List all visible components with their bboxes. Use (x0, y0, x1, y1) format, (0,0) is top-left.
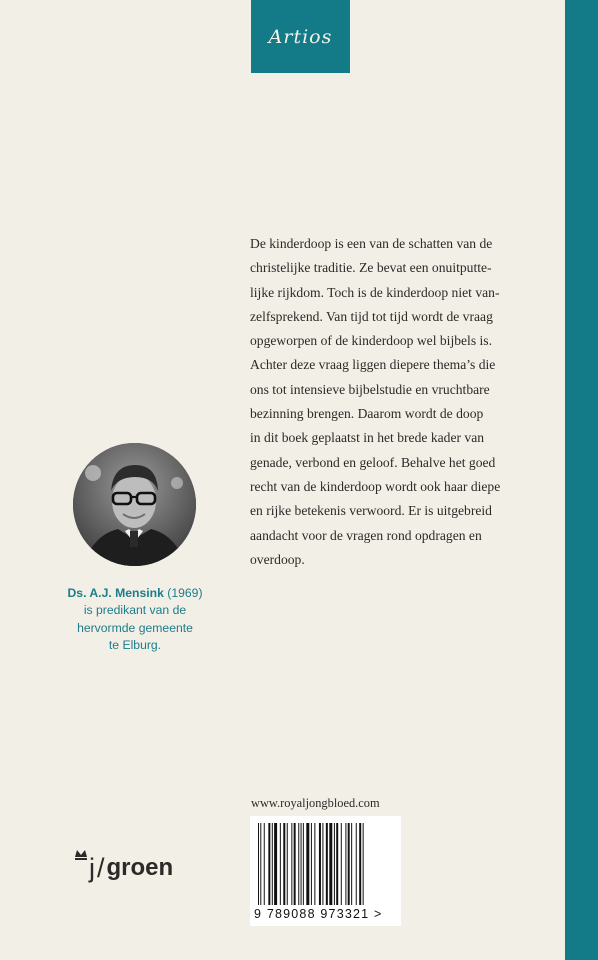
spine-stripe (565, 0, 598, 960)
back-cover-blurb (250, 232, 550, 572)
blurb-line: christelijke traditie. Ze bevat een onuitputte- (250, 260, 492, 276)
barcode-bars (258, 823, 394, 905)
barcode-bar (334, 823, 335, 905)
barcode-bar (359, 823, 361, 905)
barcode-bar (301, 823, 302, 905)
blurb-line: en rijke betekenis verwoord. Er is uitgebreid (250, 503, 492, 519)
barcode-bar (351, 823, 352, 905)
blurb-line: aandacht voor de vragen rond opdragen en (250, 527, 482, 543)
series-tab (251, 0, 350, 73)
barcode-bar (274, 823, 277, 905)
author-birth-year: (1969) (167, 586, 203, 600)
author-bio-line: is predikant van de (83, 603, 187, 618)
author-info (55, 585, 215, 654)
barcode-bar (298, 823, 299, 905)
barcode-bar (348, 823, 350, 905)
barcode-bar (311, 823, 312, 905)
barcode-bar (336, 823, 338, 905)
publisher-name: groen (106, 854, 174, 881)
blurb-line: zelfsprekend. Van tijd tot tijd wordt de vraag (250, 308, 493, 324)
isbn-barcode (250, 816, 401, 926)
barcode-bar (294, 823, 296, 905)
barcode-bar (363, 823, 364, 905)
barcode-bar (356, 823, 357, 905)
barcode-bar (287, 823, 288, 905)
barcode-bar (291, 823, 292, 905)
barcode-bar (264, 823, 265, 905)
barcode-bar (260, 823, 261, 905)
barcode-digits (254, 907, 399, 921)
blurb-line: bezinning brengen. Daarom wordt de doop (250, 406, 484, 422)
barcode-bar (280, 823, 281, 905)
blurb-line: Achter deze vraag liggen diepere thema’s die (250, 357, 496, 373)
barcode-bar (341, 823, 342, 905)
barcode-bar (329, 823, 332, 905)
blurb-line: opgeworpen of de kinderdoop wel bijbels is. (250, 333, 492, 349)
blurb-line: in dit boek geplaatst in het brede kader van (250, 430, 485, 446)
author-photo (73, 443, 196, 566)
publisher-separator: / (97, 853, 105, 883)
series-label: Artios (268, 25, 333, 48)
isbn-number: 9 789088 973321 (254, 907, 370, 921)
author-bio-line: hervormde gemeente (77, 620, 193, 635)
barcode-bar (319, 823, 321, 905)
barcode-bar (326, 823, 328, 905)
publisher-website[interactable]: www.royaljongbloed.com (251, 796, 380, 810)
blurb-line: overdoop. (250, 551, 305, 567)
barcode-arrow: > (374, 907, 383, 921)
barcode-bar (272, 823, 273, 905)
blurb-line: ons tot intensieve bijbelstudie en vruchtbare (250, 381, 490, 397)
publisher-logo (74, 848, 173, 882)
author-name: Ds. A.J. Mensink (67, 586, 164, 600)
blurb-line: De kinderdoop is een van de schatten van de (250, 236, 493, 251)
author-name-line (55, 585, 215, 602)
barcode-bar (258, 823, 259, 905)
blurb-line: recht van de kinderdoop wordt ook haar diepe (250, 478, 501, 494)
crown-icon (74, 848, 88, 882)
barcode-bar (268, 823, 270, 905)
publisher-mark: j (89, 853, 95, 883)
barcode-bar (283, 823, 285, 905)
barcode-bar (306, 823, 309, 905)
barcode-bar (303, 823, 304, 905)
barcode-bar (345, 823, 346, 905)
barcode-bar (314, 823, 315, 905)
blurb-line: lijke rijkdom. Toch is de kinderdoop niet van- (250, 284, 500, 300)
author-bio-line: te Elburg. (108, 637, 162, 652)
barcode-bar (322, 823, 323, 905)
blurb-line: genade, verbond en geloof. Behalve het goed (250, 454, 496, 470)
